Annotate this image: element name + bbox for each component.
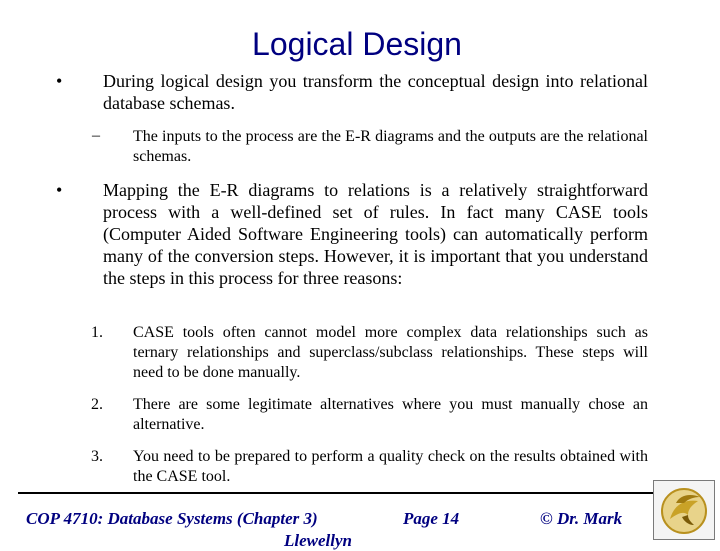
footer-overflow-text: Llewellyn bbox=[284, 531, 352, 550]
reason-number: 3. bbox=[91, 448, 103, 465]
bullet-marker: • bbox=[56, 180, 63, 200]
footer-author: © Dr. Mark bbox=[540, 509, 623, 528]
reason-text: CASE tools often cannot model more complex data relationships such as ternary relationships and superclass/subclass relationships. These steps will need to be done manually. bbox=[133, 324, 648, 381]
logo bbox=[653, 480, 715, 540]
footer-course: COP 4710: Database Systems (Chapter 3) bbox=[26, 509, 318, 528]
sub-bullet-marker: – bbox=[92, 127, 100, 144]
sub-bullet-text: The inputs to the process are the E-R diagrams and the outputs are the relational schemas. bbox=[133, 128, 648, 165]
bullet-marker: • bbox=[56, 71, 63, 91]
reason-number: 2. bbox=[91, 396, 103, 413]
bullet-text: During logical design you transform the conceptual design into relational database schemas. bbox=[103, 71, 648, 113]
reason-text: There are some legitimate alternatives where you must manually chose an alternative. bbox=[133, 396, 648, 433]
reason-text: You need to be prepared to perform a quality check on the results obtained with the CASE tool. bbox=[133, 448, 648, 485]
footer-rule bbox=[18, 492, 710, 494]
page-title: Logical Design bbox=[252, 26, 462, 62]
ucf-pegasus-logo-icon bbox=[654, 481, 714, 539]
bullet-text: Mapping the E-R diagrams to relations is a relatively straightforward process with a well-defined set of rules. In fact many CASE tools (Computer Aided Software Engineering tools) can automatically perform many of the conversion steps. However, it is important that you understand the steps in this process for three reasons: bbox=[103, 180, 648, 288]
footer-page: Page 14 bbox=[403, 509, 460, 528]
reason-number: 1. bbox=[91, 324, 103, 341]
